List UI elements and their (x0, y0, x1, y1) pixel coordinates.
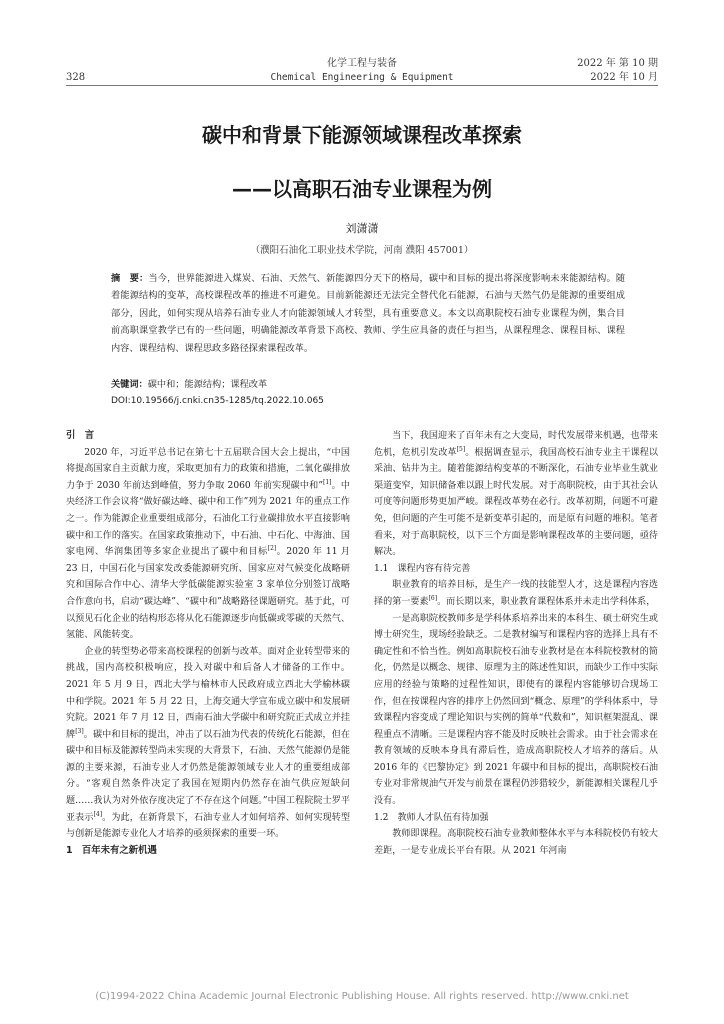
doi: DOI:10.19566/j.cnki.cn35-1285/tq.2022.10.065 (111, 396, 324, 406)
issue-number: 2022 年 第 10 期 (577, 58, 658, 69)
left-column (66, 428, 350, 859)
section-heading-1: 1 百年未有之新机遇 (66, 844, 157, 856)
keywords-label: 关键词： (111, 379, 148, 390)
subsection2-paragraph-1: 教师即课程。高职院校石油专业教师整体水平与本科院校仍有较大差距，一是专业成长平台有限。从 2021 年河南 (374, 829, 658, 856)
page-number: 328 (66, 72, 86, 83)
subsection1-paragraph-2: 一是高职院校教师多是学科体系培养出来的本科生、硕士研究生或博士研究生，现场经验缺乏。二是教材编写和课程内容的选择上具有不确定性和不恰当性。例如高职院校石油专业教材是在本科院校教材的简化，仍然是以概念、规律、原理为主的陈述性知识，而缺少工作中实际应用的经验与策略的过程性知识，即使有的课程内容能够切合现场工作，但在按课程内容的排序上仍然回到“概念、原理”的学科体系中，导致课程内容变成了理论知识与实例的简单“代数和”，知识框架混乱、课程重点不清晰。三是课程内容不能及时反映社会需求。由于社会需求在教育领域的反映本身具有滞后性，造成高职院校人才培养的落后。从 2016 年的《巴黎协定》到 2021 年碳中和目标的提出，高职院校石油专业对非常规油气开发与前景在课程仍涉猎较少，新能源相关课程几乎没有。 (374, 613, 658, 807)
right-column (374, 428, 658, 859)
intro-paragraph-2: 企业的转型势必带来高校课程的创新与改革。面对企业转型带来的挑战，国内高校积极响应，投入对碳中和后备人才储备的工作中。2021 年 5 月 9 日，西北大学与榆林市人民政府成立西北大学榆林碳中和学院。2021 年 5 月 22 日，上海交通大学宣布成立碳中和发展研究院。2021 年 7 月 12 日，西南石油大学碳中和研究院正式成立并挂牌[3]。碳中和目标的提出，冲击了以石油为代表的传统化石能源，但在碳中和目标及能源转型尚未实现的大背景下，石油、天然气能源仍是能源的主要来源，石油专业人才仍然是能源领域专业人才的重要组成部分。“客观自然条件决定了我国在短期内仍然存在油气供应短缺问题……我认为对外依存度决定了不存在这个问题。”中国工程院院士罗平亚表示[4]。为此，在新背景下，石油专业人才如何培养、如何实现转型与创新是能源专业化人才培养的亟须探索的重要一环。 (66, 646, 350, 840)
paper-subtitle: ——以高职石油专业课程为例 (232, 177, 492, 201)
section1-paragraph-1: 当下，我国迎来了百年未有之大变局，时代发展带来机遇，也带来危机，危机引发改革[5]。根据调查显示，我国高校石油专业主干课程以采油、钻井为主。随着能源结构变革的不断深化，石油专业毕业生就业渠道变窄，知识储备难以跟上时代发展。对于高职院校，由于其社会认可度等问题形势更加严峻。课程改革势在必行。改革初期，问题不可避免，但问题的产生可能不是新变革引起的，而是原有问题的堆积。笔者看来，对于高职院校，以下三个方面是影响课程改革的主要问题，亟待解决。 (374, 431, 658, 558)
abstract-block (111, 270, 625, 357)
subsection-heading-1-1: 1.1 课程内容有待完善 (374, 563, 471, 574)
journal-name-cn: 化学工程与装备 (327, 58, 397, 69)
keywords-text: 碳中和；能源结构；课程改革 (147, 379, 268, 390)
author-affiliation: （濮阳石油化工职业技术学院，河南 濮阳 457001） (250, 245, 474, 256)
author-name: 刘潇潇 (345, 222, 379, 235)
header-rule (66, 85, 658, 86)
intro-paragraph-1: 2020 年，习近平总书记在第七十五届联合国大会上提出，“中国将提高国家自主贡献力度，采取更加有力的政策和措施，二氧化碳排放力争于 2030 年前达到峰值，努力争取 2060 年前实现碳中和”[1]。中央经济工作会议将“做好碳达峰、碳中和工作”列为 2021 年的重点工作之一。作为能源企业重要组成部分，石油化工行业碳排放水平直接影响碳中和工作的落实。在国家政策推动下，中石油、中石化、中海油、国家电网、华润集团等多家企业提出了碳中和目标[2]。2020 年 11 月 23 日，中国石化与国家发改委能源研究所、国家应对气候变化战略研究和国际合作中心、清华大学低碳能源实验室 3 家单位分别签订战略合作意向书，启动“碳达峰”、“碳中和”战略路径课题研究。基于此，可以预见石化企业的结构形态将从化石能源逐步向低碳或零碳的天然气、氢能、风能转变。 (66, 447, 350, 641)
subsection-heading-1-2: 1.2 教师人才队伍有待加强 (374, 812, 489, 823)
copyright-footer: (C)1994-2022 China Academic Journal Electronic Publishing House. All rights reserved. http://www.cnki.net (95, 991, 629, 1002)
paper-title: 碳中和背景下能源领域课程改革探索 (202, 123, 522, 147)
keywords-line (111, 376, 625, 393)
issue-date: 2022 年 10 月 (590, 72, 658, 83)
abstract-text: 当今，世界能源进入煤炭、石油、天然气、新能源四分天下的格局，碳中和目标的提出将深度影响未来能源结构。随着能源结构的变革，高校课程改革的推进不可避免。目前新能源还无法完全替代化石能源，石油与天然气仍是能源的重要组成部分，因此，如何实现从培养石油专业人才向能源领域人才转型，具有重要意义。本文以高职院校石油专业课程为例，集合目前高职课堂教学已有的一些问题，明确能源改革背景下高校、教师、学生应具备的责任与担当，从课程理念、课程目标、课程内容、课程结构、课程思政多路径探索课程改革。 (111, 273, 626, 354)
subsection1-paragraph-1: 职业教育的培养目标，是生产一线的技能型人才，这是课程内容选择的第一要素[6]。而长期以来，职业教育课程体系并未走出学科体系， (374, 580, 658, 607)
journal-name-en: Chemical Engineering & Equipment (270, 72, 454, 83)
section-heading-intro: 引 言 (66, 430, 95, 441)
abstract-label: 摘 要： (111, 273, 149, 284)
